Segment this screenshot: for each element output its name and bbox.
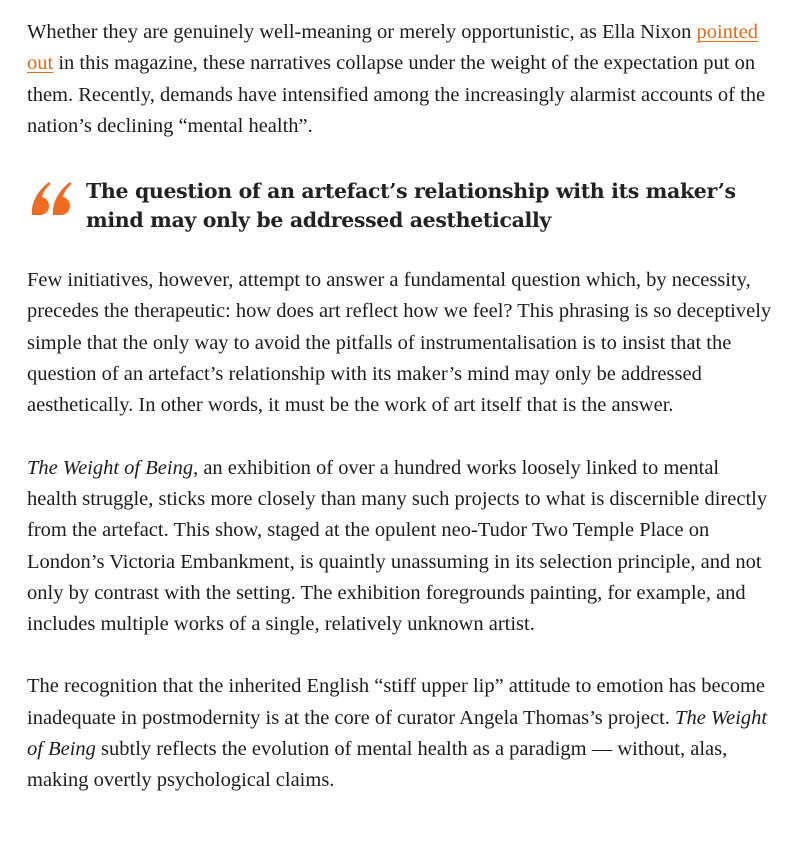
paragraph-2: Few initiatives, however, attempt to answer a fundamental question which, by necessity, precedes the therapeutic: how does art reflect how we feel? This phrasing is so deceptively simple that the only way to avoid the pitfalls of instrumentalisation is to insist that the question of an artefact’s relationship with its maker’s mind may only be addressed aesthetically. In other words, it must be the work of art itself that is the answer. xyxy=(27,269,772,417)
exhibition-title: The Weight of Being xyxy=(27,706,768,761)
pull-quote xyxy=(27,177,772,239)
paragraph-1-text-start: Whether they are genuinely well-meaning or merely opportunistic, as Ella Nixon xyxy=(27,21,697,43)
paragraph-1 xyxy=(27,0,772,142)
article-body xyxy=(27,0,772,797)
paragraph-3-text: , an exhibition of over a hundred works loosely linked to mental health struggle, sticks more closely than many such projects to what is discernible directly from the artefact. This show, staged at the opulent neo-Tudor Two Temple Place on London’s Victoria Embankment, is quaintly unassuming in its selection principle, and not only by contrast with the setting. The exhibition foregrounds painting, for example, and includes multiple works of a single, relatively unknown artist. xyxy=(27,456,768,636)
paragraph-1-text-end: in this magazine, these narratives collapse under the weight of the expectation put on them. Recently, demands have intensified among the increasingly alarmist accounts of the nation’s declining “mental health”. xyxy=(27,52,766,137)
paragraph-4-text-end: subtly reflects the evolution of mental health as a paradigm — without, alas, making overtly psychological claims. xyxy=(27,738,728,792)
paragraph-3 xyxy=(27,453,772,641)
exhibition-title: The Weight of Being xyxy=(27,456,194,479)
pointed-out-link[interactable]: pointed out xyxy=(27,21,758,75)
pull-quote-text: The question of an artefact’s relationship with its maker’s mind may only be addressed aesthetically xyxy=(86,179,736,232)
paragraph-4 xyxy=(27,671,772,796)
quotation-mark-icon xyxy=(28,180,72,216)
paragraph-4-text-start: The recognition that the inherited English “stiff upper lip” attitude to emotion has become inadequate in postmodernity is at the core of curator Angela Thomas’s project. xyxy=(27,675,765,729)
